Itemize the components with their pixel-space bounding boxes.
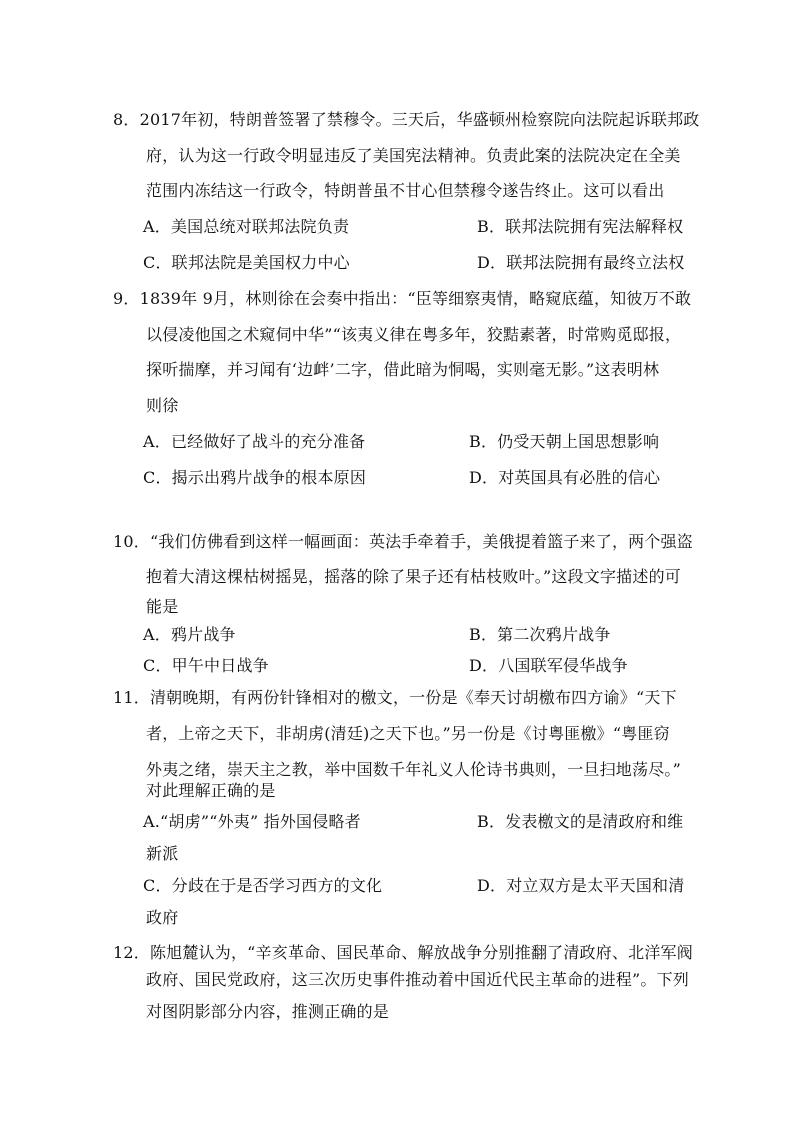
question-9-stem: 则徐 [146, 396, 179, 415]
question-11-option-d: D．对立双方是太平天国和清 [477, 876, 685, 895]
question-11-option-d-continued: 政府 [146, 908, 179, 927]
question-9-option-c: C．揭示出鸦片战争的根本原因 [143, 468, 367, 487]
question-12-stem: 12．陈旭麓认为，“辛亥革命、国民革命、解放战争分别推翻了清政府、北洋军阀 [113, 943, 693, 962]
question-11-stem: 对此理解正确的是 [146, 781, 276, 800]
question-10-stem: 抱着大清这棵枯树摇晃，摇落的除了果子还有枯枝败叶。”这段文字描述的可 [146, 567, 681, 586]
question-8-option-c: C．联邦法院是美国权力中心 [143, 253, 350, 272]
question-11-stem: 11．清朝晚期，有两份针锋相对的檄文，一份是《奉天讨胡檄布四方谕》“天下 [113, 688, 677, 707]
question-9-stem: 以侵凌他国之术窥伺中华”“该夷义律在粤多年，狡黠素著，时常购觅邸报， [146, 325, 682, 344]
question-10-option-d: D．八国联军侵华战争 [469, 656, 628, 675]
question-10-option-a: A．鸦片战争 [143, 625, 236, 644]
question-12-stem: 对图阴影部分内容，推测正确的是 [146, 1002, 390, 1021]
question-8-option-d: D．联邦法院拥有最终立法权 [477, 253, 685, 272]
question-8-option-a: A．美国总统对联邦法院负责 [143, 217, 350, 236]
question-9-option-a: A．已经做好了战斗的充分准备 [143, 432, 366, 451]
question-10-stem: 能是 [146, 597, 179, 616]
question-10-stem: 10．“我们仿佛看到这样一幅画面：英法手牵着手，美俄提着篮子来了，两个强盗 [113, 532, 693, 551]
question-11-stem: 者，上帝之天下，非胡虏(清廷)之天下也。”另一份是《讨粤匪檄》“粤匪窃 [146, 724, 670, 743]
question-8-stem: 范围内冻结这一行政令，特朗普虽不甘心但禁穆令遂告终止。这可以看出 [146, 181, 665, 200]
question-11-option-c: C．分歧在于是否学习西方的文化 [143, 876, 383, 895]
question-9-stem: 探听揣摩，并习闻有‘边衅’二字，借此暗为恫喝，实则毫无影。”这表明林 [146, 360, 660, 379]
question-11-stem: 外夷之绪，崇天主之教，举中国数千年礼义人伦诗书典则，一旦扫地荡尽。” [146, 760, 681, 779]
question-10-option-b: B．第二次鸦片战争 [469, 625, 611, 644]
question-8-stem: 8．2017年初，特朗普签署了禁穆令。三天后，华盛顿州检察院向法院起诉联邦政 [113, 110, 700, 129]
question-11-option-a: A.“胡虏”“外夷” 指外国侵略者 [143, 812, 361, 831]
question-10-option-c: C．甲午中日战争 [143, 656, 269, 675]
question-8-option-b: B．联邦法院拥有宪法解释权 [477, 217, 684, 236]
question-9-option-b: B．仍受天朝上国思想影响 [469, 432, 660, 451]
question-9-option-d: D．对英国具有必胜的信心 [469, 468, 661, 487]
question-12-stem: 政府、国民党政府，这三次历史事件推动着中国近代民主革命的进程”。下列 [146, 970, 689, 989]
question-11-option-b-continued: 新派 [146, 844, 179, 863]
question-9-stem: 9．1839年 9月，林则徐在会奏中指出：“臣等细察夷情，略窥底蕴，知彼万不敢 [113, 289, 692, 308]
question-11-option-b: B．发表檄文的是清政府和维 [477, 812, 684, 831]
question-8-stem: 府，认为这一行政令明显违反了美国宪法精神。负责此案的法院决定在全美 [146, 146, 681, 165]
